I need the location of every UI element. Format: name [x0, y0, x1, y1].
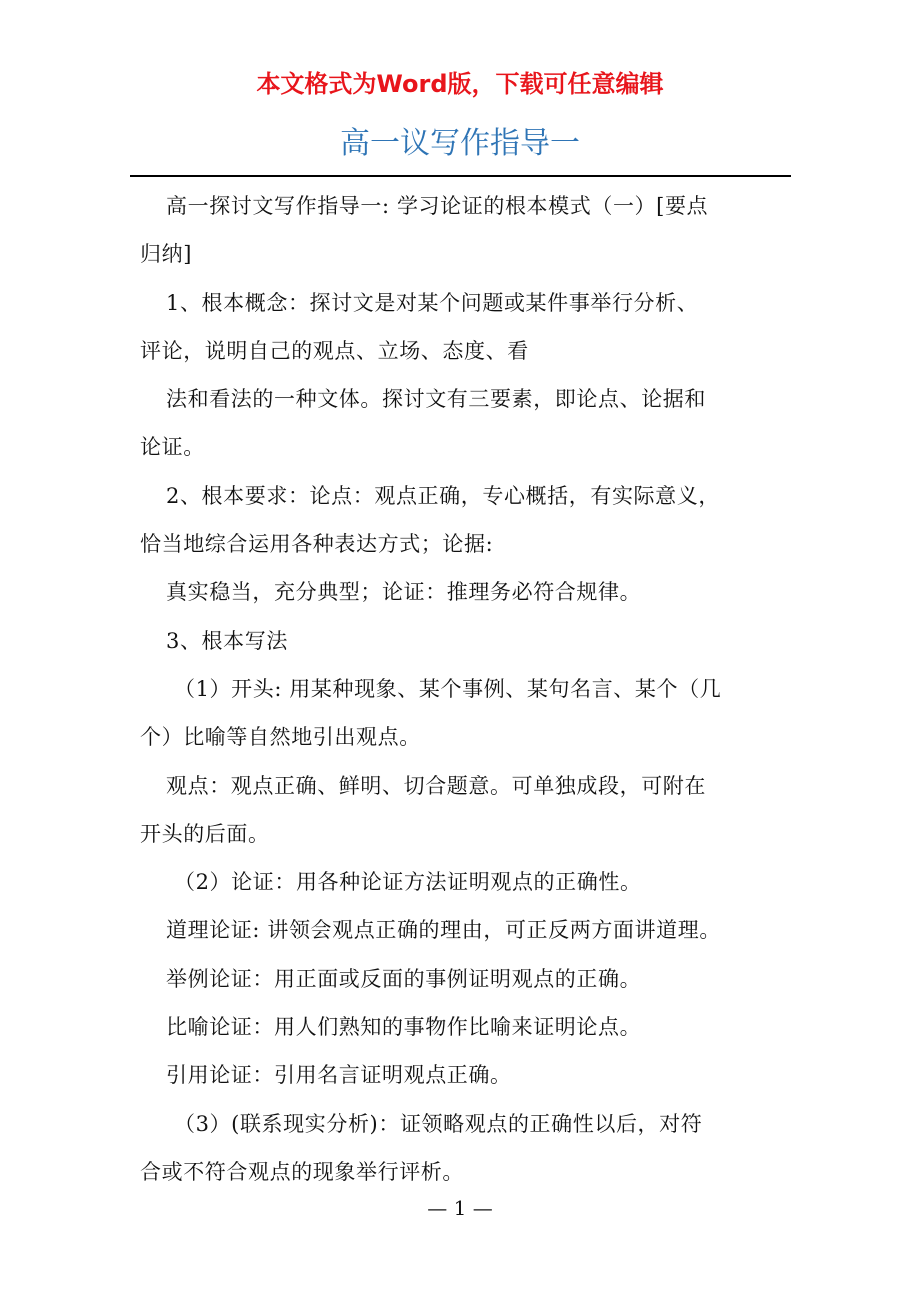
paragraph-line: 2、根本要求：论点：观点正确，专心概括，有实际意义，	[166, 483, 720, 508]
paragraph-line: 个）比喻等自然地引出观点。	[140, 725, 421, 750]
paragraph-line: 3、根本写法	[166, 628, 288, 653]
paragraph-line: （3）(联系现实分析)：证领略观点的正确性以后，对符	[174, 1111, 703, 1136]
document-title: 高一议写作指导一	[340, 126, 580, 161]
paragraph-line: 恰当地综合运用各种表达方式；论据:	[140, 532, 494, 557]
paragraph-line: 高一探讨文写作指导一: 学习论证的根本模式（一）[要点	[166, 194, 709, 218]
paragraph-line: 引用论证：引用名言证明观点正确。	[166, 1063, 512, 1088]
document-body	[140, 182, 790, 1196]
paragraph-line: 论证。	[140, 435, 205, 460]
paragraph-line: 合或不符合观点的现象举行评析。	[140, 1159, 464, 1184]
paragraph-line: （1）开头: 用某种现象、某个事例、某句名言、某个（几	[174, 676, 722, 701]
paragraph-line: 评论，说明自己的观点、立场、态度、看	[140, 338, 529, 363]
paragraph-line: 举例论证：用正面或反面的事例证明观点的正确。	[166, 966, 642, 991]
paragraph-line: 1、根本概念：探讨文是对某个问题或某件事举行分析、	[166, 290, 699, 315]
format-banner: 本文格式为Word版，下载可任意编辑	[256, 70, 664, 98]
paragraph-line: 归纳]	[140, 242, 192, 267]
paragraph-line: 开头的后面。	[140, 821, 270, 846]
page-number: — 1 —	[427, 1196, 493, 1220]
paragraph-line: 法和看法的一种文体。探讨文有三要素，即论点、论据和	[166, 387, 706, 412]
paragraph-line: （2）论证：用各种论证方法证明观点的正确性。	[174, 870, 642, 895]
paragraph-line: 真实稳当，充分典型；论证：推理务必符合规律。	[166, 580, 642, 605]
paragraph-line: 道理论证: 讲领会观点正确的理由，可正反两方面讲道理。	[166, 918, 721, 943]
paragraph-line: 比喻论证：用人们熟知的事物作比喻来证明论点。	[166, 1015, 642, 1040]
title-divider	[130, 175, 791, 177]
paragraph-line: 观点：观点正确、鲜明、切合题意。可单独成段，可附在	[166, 773, 706, 798]
